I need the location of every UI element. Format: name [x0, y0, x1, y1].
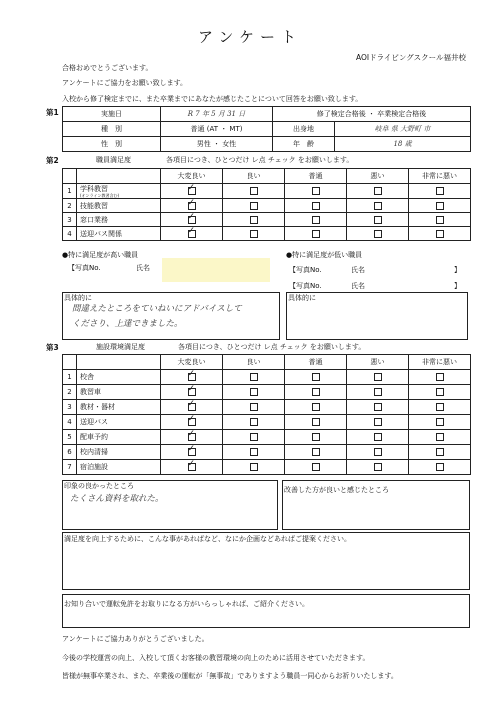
rating-checkbox[interactable]	[374, 373, 382, 381]
high-reason-text: くださり、上達できました。	[72, 319, 183, 329]
rating-checkbox[interactable]	[188, 403, 196, 411]
rating-cell	[409, 213, 471, 227]
row-number: 3	[63, 213, 77, 227]
rating-checkbox[interactable]	[312, 216, 320, 224]
rating-cell	[347, 199, 409, 213]
rating-checkbox[interactable]	[188, 388, 196, 396]
rating-checkbox[interactable]	[188, 373, 196, 381]
col-header: 良い	[223, 169, 285, 184]
info-value[interactable]: 岐阜 県 大野町 市	[335, 122, 471, 137]
rating-checkbox[interactable]	[188, 418, 196, 426]
rating-checkbox[interactable]	[374, 216, 382, 224]
col-header: 非常に悪い	[409, 169, 471, 184]
rating-cell	[223, 460, 285, 475]
rating-checkbox[interactable]	[436, 448, 444, 456]
rating-cell	[285, 370, 347, 385]
row-item-label: 配車予約	[80, 433, 108, 441]
rating-cell	[347, 400, 409, 415]
col-header: 大変良い	[161, 355, 223, 370]
rating-row	[63, 415, 471, 430]
good-points-text: たくさん資料を取れた。	[70, 494, 164, 504]
section-3-instructions: 各項目につき、ひとつだけ レ点 チェック をお願いします。	[178, 343, 366, 351]
name-label: 氏名	[351, 282, 365, 290]
rating-row	[63, 227, 471, 241]
rating-cell	[161, 184, 223, 199]
section-3-title: 施設環境満足度	[96, 343, 145, 351]
rating-row	[63, 385, 471, 400]
info-row	[63, 122, 471, 137]
rating-checkbox[interactable]	[374, 187, 382, 195]
rating-cell	[285, 184, 347, 199]
rating-cell	[223, 400, 285, 415]
rating-checkbox[interactable]	[250, 418, 258, 426]
rating-checkbox[interactable]	[250, 216, 258, 224]
rating-cell	[347, 213, 409, 227]
info-key[interactable]: 修了検定合格後 ・ 卒業検定合格後	[273, 107, 471, 122]
rating-checkbox[interactable]	[312, 463, 320, 471]
rating-checkbox[interactable]	[188, 187, 196, 195]
improve-label: 改善した方が良いと感じたところ	[284, 486, 389, 494]
info-key: 年 齢	[273, 137, 335, 152]
rating-cell	[285, 415, 347, 430]
row-number: 3	[63, 400, 77, 415]
col-header: 非常に悪い	[409, 355, 471, 370]
row-item	[77, 213, 161, 227]
rating-checkbox[interactable]	[312, 448, 320, 456]
rating-cell	[223, 385, 285, 400]
rating-cell	[409, 227, 471, 241]
rating-checkbox[interactable]	[374, 202, 382, 210]
rating-checkbox[interactable]	[436, 418, 444, 426]
rating-cell	[285, 213, 347, 227]
rating-checkbox[interactable]	[312, 388, 320, 396]
rating-cell	[409, 400, 471, 415]
row-item-label: 教材・器材	[80, 403, 115, 411]
rating-cell	[223, 415, 285, 430]
rating-cell	[161, 199, 223, 213]
info-key: 性 別	[63, 137, 161, 152]
rating-row	[63, 400, 471, 415]
rating-checkbox[interactable]	[374, 433, 382, 441]
rating-checkbox[interactable]	[250, 373, 258, 381]
rating-checkbox[interactable]	[250, 230, 258, 238]
rating-checkbox[interactable]	[436, 403, 444, 411]
rating-cell	[409, 184, 471, 199]
footer-line: 今後の学校運営の向上、入校して頂くお客様の教習環境の向上のために活用させていただきます。	[62, 654, 370, 662]
rating-checkbox[interactable]	[188, 202, 196, 210]
col-header: 悪い	[347, 355, 409, 370]
rating-cell	[223, 213, 285, 227]
rating-row	[63, 370, 471, 385]
rating-cell	[409, 415, 471, 430]
rating-cell	[161, 385, 223, 400]
row-item	[77, 445, 161, 460]
row-number: 5	[63, 430, 77, 445]
col-header: 普通	[285, 355, 347, 370]
rating-checkbox[interactable]	[188, 448, 196, 456]
rating-checkbox[interactable]	[250, 403, 258, 411]
rating-row	[63, 445, 471, 460]
suggestion-label: 満足度を向上するために、こんな事があればなど、なにか企画などあればご提案ください。	[64, 535, 351, 543]
referral-label: お知り合いで運転免許をお取りになる方がいらっしゃれば、ご紹介ください。	[64, 600, 309, 608]
rating-cell	[409, 199, 471, 213]
rating-cell	[347, 415, 409, 430]
row-item-label: 校内清掃	[80, 448, 108, 456]
section-2-label: 第2	[46, 156, 59, 165]
rating-checkbox[interactable]	[436, 463, 444, 471]
section-1-label: 第1	[46, 108, 59, 117]
rating-cell	[347, 370, 409, 385]
rating-cell	[409, 430, 471, 445]
rating-cell	[223, 370, 285, 385]
footer-line: 皆様が無事卒業され、また、卒業後の運転が「無事故」でありますよう職員一同心からお祈りいたします。	[62, 672, 398, 680]
rating-checkbox[interactable]	[436, 187, 444, 195]
rating-cell	[161, 445, 223, 460]
rating-cell	[285, 227, 347, 241]
page-title: アンケート	[197, 28, 303, 46]
rating-cell	[223, 199, 285, 213]
row-number: 6	[63, 445, 77, 460]
rating-checkbox[interactable]	[436, 216, 444, 224]
name-label: 氏名	[136, 264, 150, 272]
table-header	[63, 169, 471, 184]
row-item-label: 教習車	[80, 388, 101, 396]
reason-label: 具体的に	[64, 294, 92, 302]
rating-checkbox[interactable]	[312, 433, 320, 441]
rating-cell	[223, 227, 285, 241]
rating-cell	[161, 213, 223, 227]
info-value[interactable]: 普通 (AT ・ MT)	[161, 122, 273, 137]
info-row	[63, 137, 471, 152]
row-item	[77, 184, 161, 199]
good-points-label: 印象の良かったところ	[64, 482, 134, 490]
rating-checkbox[interactable]	[436, 373, 444, 381]
col-header: 良い	[223, 355, 285, 370]
rating-cell	[347, 460, 409, 475]
rating-cell	[347, 445, 409, 460]
rating-cell	[347, 385, 409, 400]
row-item	[77, 385, 161, 400]
info-table	[62, 106, 471, 152]
rating-cell	[409, 445, 471, 460]
rating-checkbox[interactable]	[436, 433, 444, 441]
row-item-sub: (オンライン教習含む)	[80, 193, 120, 198]
table-header	[63, 355, 471, 370]
row-item	[77, 430, 161, 445]
row-number: 7	[63, 460, 77, 475]
rating-row	[63, 213, 471, 227]
rating-cell	[285, 445, 347, 460]
rating-checkbox[interactable]	[250, 388, 258, 396]
section-3-label: 第3	[46, 343, 59, 352]
rating-checkbox[interactable]	[374, 448, 382, 456]
row-number: 1	[63, 184, 77, 199]
row-item-label: 送迎バス関係	[80, 229, 122, 238]
rating-cell	[409, 370, 471, 385]
rating-checkbox[interactable]	[436, 230, 444, 238]
rating-checkbox[interactable]	[250, 433, 258, 441]
row-number: 2	[63, 385, 77, 400]
school-name: AOIドライビングスクール福井校	[355, 53, 466, 62]
row-item-label: 学科教習	[80, 185, 108, 193]
info-value[interactable]: R 7 年 5 月 31 日	[161, 107, 273, 122]
low-staff-heading: ●特に満足度が低い職員	[286, 251, 363, 259]
rating-checkbox[interactable]	[312, 187, 320, 195]
row-item	[77, 370, 161, 385]
info-value[interactable]: 18 歳	[335, 137, 471, 152]
info-key: 実施日	[63, 107, 161, 122]
rating-cell	[161, 415, 223, 430]
info-row	[63, 107, 471, 122]
high-reason-text: 間違えたところをていねいにアドバイスして	[72, 304, 242, 314]
rating-cell	[347, 430, 409, 445]
bracket-close: 】	[454, 282, 461, 290]
rating-cell	[285, 460, 347, 475]
rating-cell	[285, 199, 347, 213]
photo-no-label: 【写真No.	[289, 282, 322, 290]
rating-cell	[347, 184, 409, 199]
rating-checkbox[interactable]	[374, 230, 382, 238]
info-value[interactable]: 男性 ・ 女性	[161, 137, 273, 152]
rating-row	[63, 184, 471, 199]
rating-checkbox[interactable]	[188, 230, 196, 238]
rating-checkbox[interactable]	[250, 448, 258, 456]
facility-rating-table	[62, 354, 471, 475]
col-header: 悪い	[347, 169, 409, 184]
rating-checkbox[interactable]	[374, 418, 382, 426]
rating-checkbox[interactable]	[374, 388, 382, 396]
high-staff-heading: ●特に満足度が高い職員	[62, 251, 139, 259]
rating-cell	[223, 445, 285, 460]
redacted-area	[162, 258, 270, 282]
rating-cell	[161, 430, 223, 445]
rating-checkbox[interactable]	[250, 463, 258, 471]
row-number: 4	[63, 415, 77, 430]
rating-checkbox[interactable]	[436, 202, 444, 210]
row-number: 4	[63, 227, 77, 241]
row-item	[77, 400, 161, 415]
rating-cell	[161, 370, 223, 385]
rating-row	[63, 430, 471, 445]
rating-checkbox[interactable]	[188, 433, 196, 441]
intro-line: 入校から修了検定までに、また卒業までにあなたが感じたことについて回答をお願い致します。	[62, 95, 363, 103]
name-label: 氏名	[351, 266, 365, 274]
row-number: 1	[63, 370, 77, 385]
row-item-label: 窓口業務	[80, 215, 108, 224]
rating-checkbox[interactable]	[374, 403, 382, 411]
row-item-label: 校舎	[80, 373, 94, 381]
rating-checkbox[interactable]	[250, 187, 258, 195]
col-header: 大変良い	[161, 169, 223, 184]
rating-checkbox[interactable]	[312, 373, 320, 381]
rating-cell	[285, 430, 347, 445]
info-key: 種 別	[63, 122, 161, 137]
row-item	[77, 199, 161, 213]
rating-checkbox[interactable]	[312, 202, 320, 210]
rating-checkbox[interactable]	[436, 388, 444, 396]
staff-rating-table	[62, 168, 471, 241]
rating-cell	[161, 227, 223, 241]
row-item	[77, 227, 161, 241]
rating-cell	[285, 400, 347, 415]
col-header: 普通	[285, 169, 347, 184]
rating-row	[63, 460, 471, 475]
rating-checkbox[interactable]	[374, 463, 382, 471]
footer-line: アンケートにご協力ありがとうございました。	[62, 635, 209, 643]
info-key: 出身地	[273, 122, 335, 137]
rating-cell	[409, 460, 471, 475]
intro-line: アンケートにご協力をお願い致します。	[62, 79, 188, 87]
row-item-label: 技能教習	[80, 201, 108, 210]
photo-no-label: 【写真No.	[289, 266, 322, 274]
row-item-label: 送迎バス	[80, 418, 108, 426]
row-item	[77, 415, 161, 430]
section-2-title: 職員満足度	[96, 156, 131, 164]
rating-cell	[347, 227, 409, 241]
rating-cell	[161, 460, 223, 475]
section-2-instructions: 各項目につき、ひとつだけ レ点 チェック をお願いします。	[166, 156, 354, 164]
rating-checkbox[interactable]	[312, 418, 320, 426]
intro-line: 合格おめでとうございます。	[62, 64, 153, 72]
photo-no-label: 【写真No.	[68, 264, 101, 272]
high-reason-box[interactable]	[62, 292, 280, 340]
rating-cell	[223, 430, 285, 445]
rating-checkbox[interactable]	[250, 202, 258, 210]
rating-cell	[409, 385, 471, 400]
row-number: 2	[63, 199, 77, 213]
rating-checkbox[interactable]	[312, 403, 320, 411]
rating-cell	[223, 184, 285, 199]
rating-checkbox[interactable]	[188, 216, 196, 224]
rating-row	[63, 199, 471, 213]
bracket-close: 】	[454, 266, 461, 274]
row-item	[77, 460, 161, 475]
rating-cell	[285, 385, 347, 400]
rating-checkbox[interactable]	[188, 463, 196, 471]
reason-label: 具体的に	[288, 294, 316, 302]
rating-checkbox[interactable]	[312, 230, 320, 238]
rating-cell	[161, 400, 223, 415]
row-item-label: 宿泊施設	[80, 463, 108, 471]
